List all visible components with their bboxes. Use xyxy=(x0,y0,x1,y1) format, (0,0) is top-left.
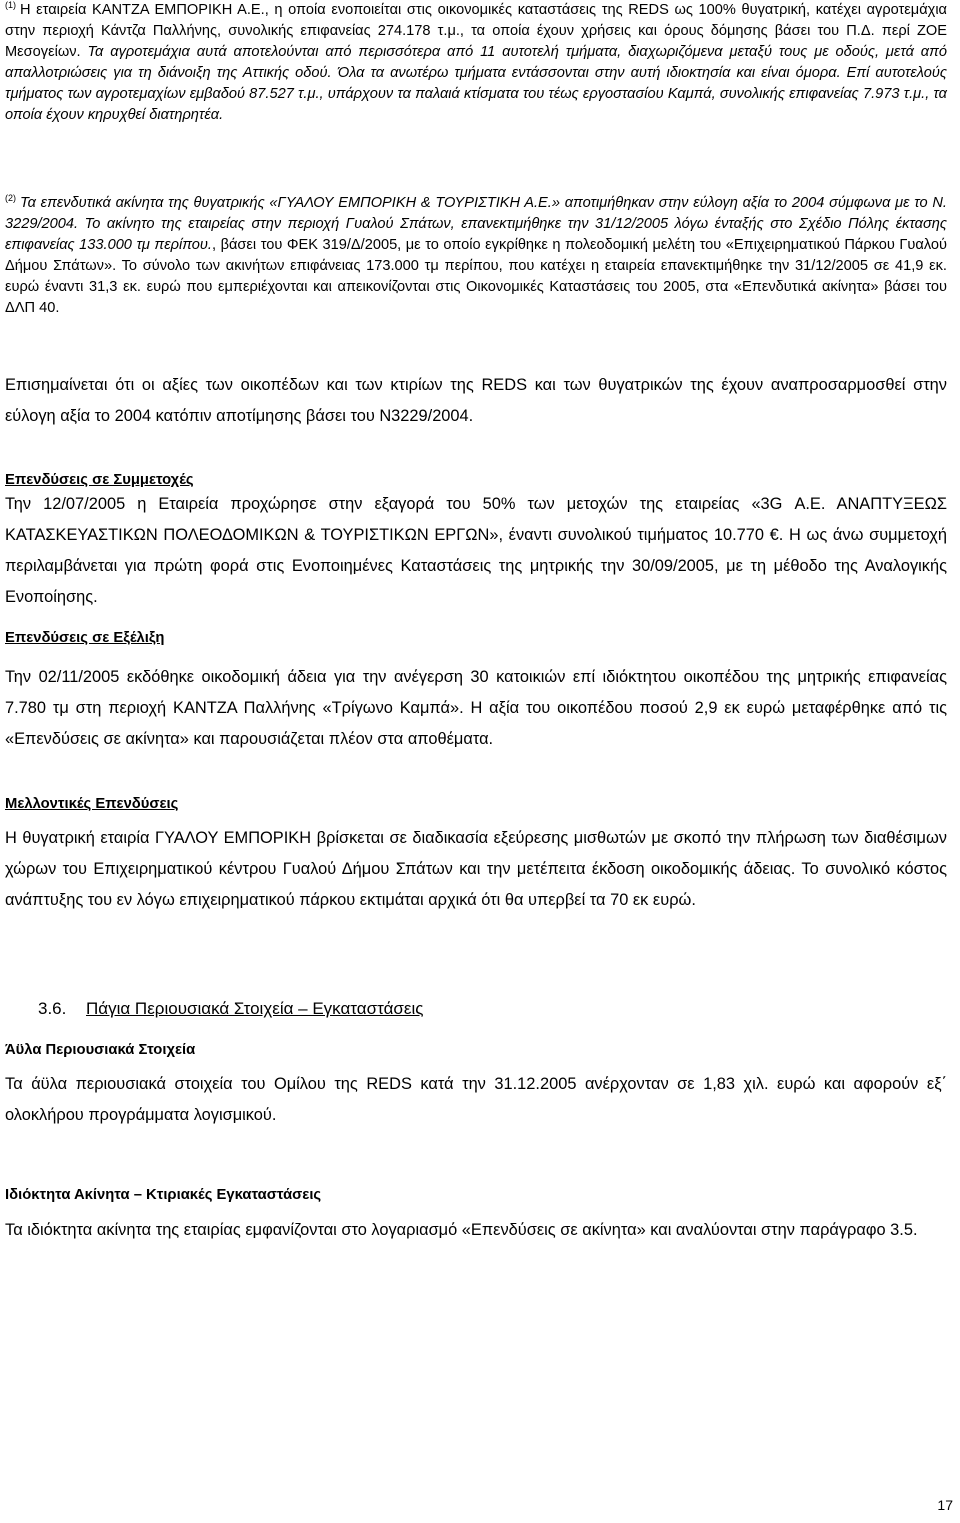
section-heading xyxy=(38,998,423,1020)
page-number: 17 xyxy=(937,1497,953,1513)
owned-property-heading: Ιδιόκτητα Ακίνητα – Κτιριακές Εγκαταστάσεις xyxy=(5,1187,322,1203)
section-title: Πάγια Περιουσιακά Στοιχεία – Εγκαταστάσεις xyxy=(86,999,424,1018)
footnote-2-text-c: , βάσει του ΦΕΚ 319/Δ/2005, με το οποίο εγκρίθηκε η πολεοδομική μελέτη του «Επιχειρηματικού Πάρκου Γυαλού Δήμου Σπάτων». Το σύνολο των ακινήτων επιφάνειας 173.000 τμ περίπου, που κατέχει η εταιρεία επανεκτιμήθηκε την 31/12/2005 σε 41,9 εκ. ευρώ έναντι 31,3 εκ. ευρώ που εμπεριέχονται και απεικονίζονται στις Οικονομικές Καταστάσεις του 2005, στα «Επενδυτικά ακίνητα» βάσει του ΔΛΠ 40. xyxy=(5,236,947,316)
reassessment-paragraph: Επισημαίνεται ότι οι αξίες των οικοπέδων και των κτιρίων της REDS και των θυγατρικών της έχουν αναπροσαρμοσθεί στην εύλογη αξία το 2004 κατόπιν αποτίμησης βάσει του Ν3229/2004. xyxy=(5,376,947,425)
owned-property-paragraph: Τα ιδιόκτητα ακίνητα της εταιρίας εμφανίζονται στο λογαριασμό «Επενδύσεις σε ακίνητα» και αναλύονται στην παράγραφο 3.5. xyxy=(5,1221,918,1239)
footnote-2 xyxy=(5,193,947,318)
footnote-2-text-a: Τα επενδυτικά ακίνητα της θυγατρικής «ΓΥΑΛΟΥ ΕΜΠΟΡΙΚΗ & ΤΟΥΡΙΣΤΙΚΗ Α.Ε.» αποτιμήθηκαν στην εύλογη αξία το 2004 σύμφωνα με το Ν. 3229/2004. xyxy=(5,195,947,232)
participations-heading: Επενδύσεις σε Συμμετοχές xyxy=(5,472,194,488)
footnote-1-marker: (1) xyxy=(5,0,16,11)
footnote-2-marker: (2) xyxy=(5,193,16,204)
intangible-paragraph: Τα άϋλα περιουσιακά στοιχεία του Ομίλου της REDS κατά την 31.12.2005 ανέρχονταν σε 1,83 χιλ. ευρώ και αφορούν εξ΄ ολοκλήρου προγράμματα λογισμικού. xyxy=(5,1075,947,1124)
footnote-2-text-b: Το ακίνητο της εταιρείας στην περιοχή Γυαλού Σπάτων, επανεκτιμήθηκε την 31/12/2005 λόγω ένταξής στο Σχέδιο Πόλης έκτασης επιφανείας 133.000 τμ περίπου. xyxy=(5,215,948,253)
footnote-1-text: Η εταιρεία ΚΑΝΤΖΑ ΕΜΠΟΡΙΚΗ Α.Ε., η οποία ενοποιείται στις οικονομικές καταστάσεις της REDS ως 100% θυγατρική, κατέχει αγροτεμάχια στην περιοχή Κάντζα Παλλήνης, συνολικής επιφανείας 274.178 τ.μ., τα οποία έχουν χρήσεις και όρους δόμησης βάσει του Π.Δ. περί ΖΟΕ Μεσογείων. xyxy=(5,2,947,60)
in-progress-heading: Επενδύσεις σε Εξέλιξη xyxy=(5,630,165,646)
participations-paragraph: Την 12/07/2005 η Εταιρεία προχώρησε στην εξαγορά του 50% των μετοχών της εταιρείας «3G Α.Ε. ΑΝΑΠΤΥΞΕΩΣ ΚΑΤΑΣΚΕΥΑΣΤΙΚΩΝ ΠΟΛΕΟΔΟΜΙΚΩΝ & ΤΟΥΡΙΣΤΙΚΩΝ ΕΡΓΩΝ», έναντι συνολικού τιμήματος 10.770 €. Η ως άνω συμμετοχή περιλαμβάνεται για πρώτη φορά στις Ενοποιημένες Καταστάσεις της μητρικής την 30/09/2005, με τη μέθοδο της Αναλογικής Ενοποίησης. xyxy=(5,495,947,606)
future-investments-heading: Μελλοντικές Επενδύσεις xyxy=(5,796,179,812)
future-investments-paragraph: Η θυγατρική εταιρία ΓΥΑΛΟΥ ΕΜΠΟΡΙΚΗ βρίσκεται σε διαδικασία εξεύρεσης μισθωτών με σκοπό την πλήρωση των διαθέσιμων χώρων του Επιχειρηματικού κέντρου Γυαλού Δήμου Σπάτων και την μετέπειτα έκδοση οικοδομικής άδειας. Το συνολικό κόστος ανάπτυξης του εν λόγω επιχειρηματικού πάρκου εκτιμάται αρχικά ότι θα υπερβεί τα 70 εκ ευρώ. xyxy=(5,829,947,909)
in-progress-paragraph: Την 02/11/2005 εκδόθηκε οικοδομική άδεια για την ανέγερση 30 κατοικιών επί ιδιόκτητου οικοπέδου της μητρικής επιφανείας 7.780 τμ στη περιοχή ΚΑΝΤΖΑ Παλλήνης «Τρίγωνο Καμπά». Η αξία του οικοπέδου ποσού 2,9 εκ ευρώ μεταφέρθηκε από τις «Επενδύσεις σε ακίνητα» και παρουσιάζεται πλέον στα αποθέματα. xyxy=(5,668,947,748)
section-number: 3.6. xyxy=(38,999,67,1018)
footnote-1 xyxy=(5,0,947,125)
footnote-1-italic-text: Τα αγροτεμάχια αυτά αποτελούνται από περισσότερα από 11 αυτοτελή τμήματα, διαχωριζόμενα μεταξύ τους με οδούς, μετά από απαλλοτριώσεις για τη διάνοιξη της Αττικής οδού. Όλα τα ανωτέρω τμήματα εντάσσονται στην αυτή ιδιοκτησία και είναι όμορα. Επί αυτοτελούς τμήματος των αγροτεμαχίων εμβαδού 87.527 τ.μ., υπάρχουν τα παλαιά κτίσματα του τέως εργοστασίου Καμπά, συνολικής επιφανείας 7.973 τ.μ., τα οποία έχουν κηρυχθεί διατηρητέα. xyxy=(5,43,948,123)
intangible-heading: Άϋλα Περιουσιακά Στοιχεία xyxy=(5,1042,196,1058)
